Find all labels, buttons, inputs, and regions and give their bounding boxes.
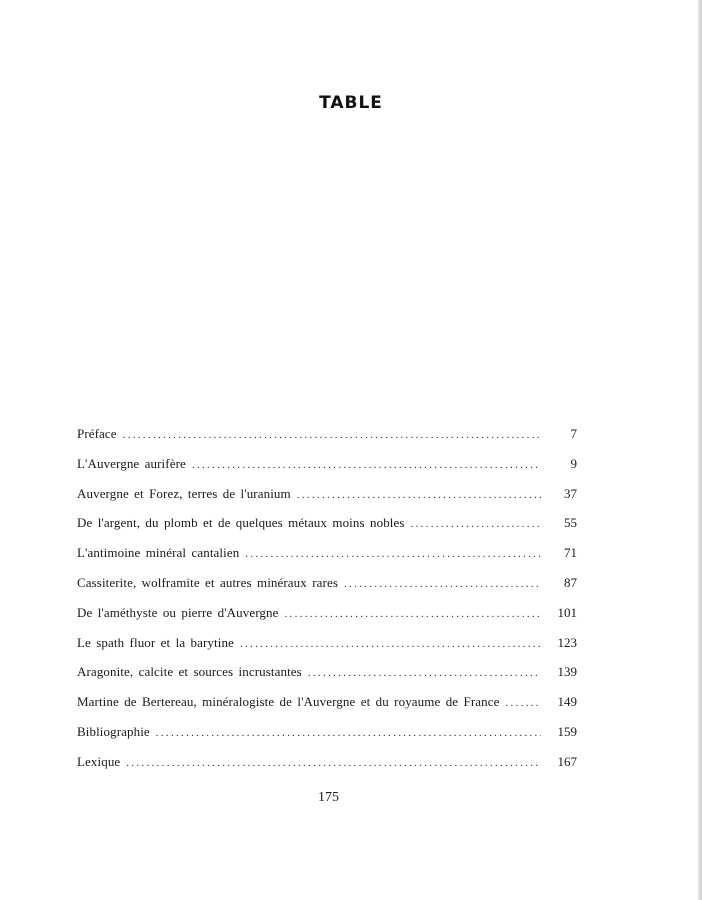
- toc-entry-page: 123: [557, 634, 577, 650]
- toc-entry: [77, 575, 577, 605]
- toc-entry-title: Lexique: [77, 753, 121, 769]
- toc-entry-page: 149: [557, 694, 577, 710]
- toc-leader-dots: [192, 459, 541, 471]
- toc-leader-dots: [126, 757, 541, 769]
- page-title: TABLE: [319, 93, 383, 113]
- toc-entry-page: 167: [557, 753, 577, 769]
- table-of-contents: [77, 426, 577, 784]
- toc-leader-dots: [156, 727, 541, 739]
- toc-entry-title: Martine de Bertereau, minéralogiste de l'Auvergne et du royaume de France: [77, 694, 500, 710]
- toc-entry-page: 71: [564, 545, 577, 561]
- toc-entry-title: Cassiterite, wolframite et autres minéraux rares: [77, 574, 338, 590]
- toc-leader-dots: [297, 489, 541, 501]
- toc-entry: [77, 486, 577, 516]
- toc-entry-page: 37: [564, 485, 577, 501]
- toc-entry-page: 87: [564, 574, 577, 590]
- toc-entry-title: L'Auvergne aurifère: [77, 455, 186, 471]
- toc-entry-title: Bibliographie: [77, 723, 150, 739]
- toc-entry: [77, 515, 577, 545]
- toc-entry: [77, 545, 577, 575]
- page-edge: [698, 0, 702, 900]
- page-number: 175: [318, 790, 339, 805]
- toc-entry-title: Le spath fluor et la barytine: [77, 634, 234, 650]
- toc-entry-page: 159: [557, 723, 577, 739]
- toc-leader-dots: [506, 697, 542, 709]
- toc-entry: [77, 664, 577, 694]
- toc-leader-dots: [240, 638, 541, 650]
- toc-entry: [77, 635, 577, 665]
- toc-entry-title: L'antimoine minéral cantalien: [77, 545, 240, 561]
- toc-entry-title: De l'argent, du plomb et de quelques métaux moins nobles: [77, 515, 405, 531]
- toc-entry: [77, 754, 577, 784]
- toc-entry-title: Auvergne et Forez, terres de l'uranium: [77, 485, 291, 501]
- toc-entry-title: Aragonite, calcite et sources incrustantes: [77, 664, 302, 680]
- toc-entry: [77, 426, 577, 456]
- toc-entry: [77, 456, 577, 486]
- toc-entry: [77, 694, 577, 724]
- toc-leader-dots: [344, 578, 541, 590]
- toc-leader-dots: [123, 429, 541, 441]
- toc-leader-dots: [308, 667, 541, 679]
- toc-entry-page: 7: [570, 426, 577, 441]
- toc-leader-dots: [285, 608, 542, 620]
- toc-leader-dots: [411, 518, 541, 530]
- toc-entry: [77, 724, 577, 754]
- toc-leader-dots: [245, 548, 541, 560]
- toc-entry-title: Préface: [77, 426, 117, 441]
- toc-entry: [77, 605, 577, 635]
- toc-entry-title: De l'améthyste ou pierre d'Auvergne: [77, 604, 279, 620]
- toc-entry-page: 55: [564, 515, 577, 531]
- toc-entry-page: 9: [570, 455, 577, 471]
- toc-entry-page: 139: [557, 664, 577, 680]
- toc-entry-page: 101: [557, 604, 577, 620]
